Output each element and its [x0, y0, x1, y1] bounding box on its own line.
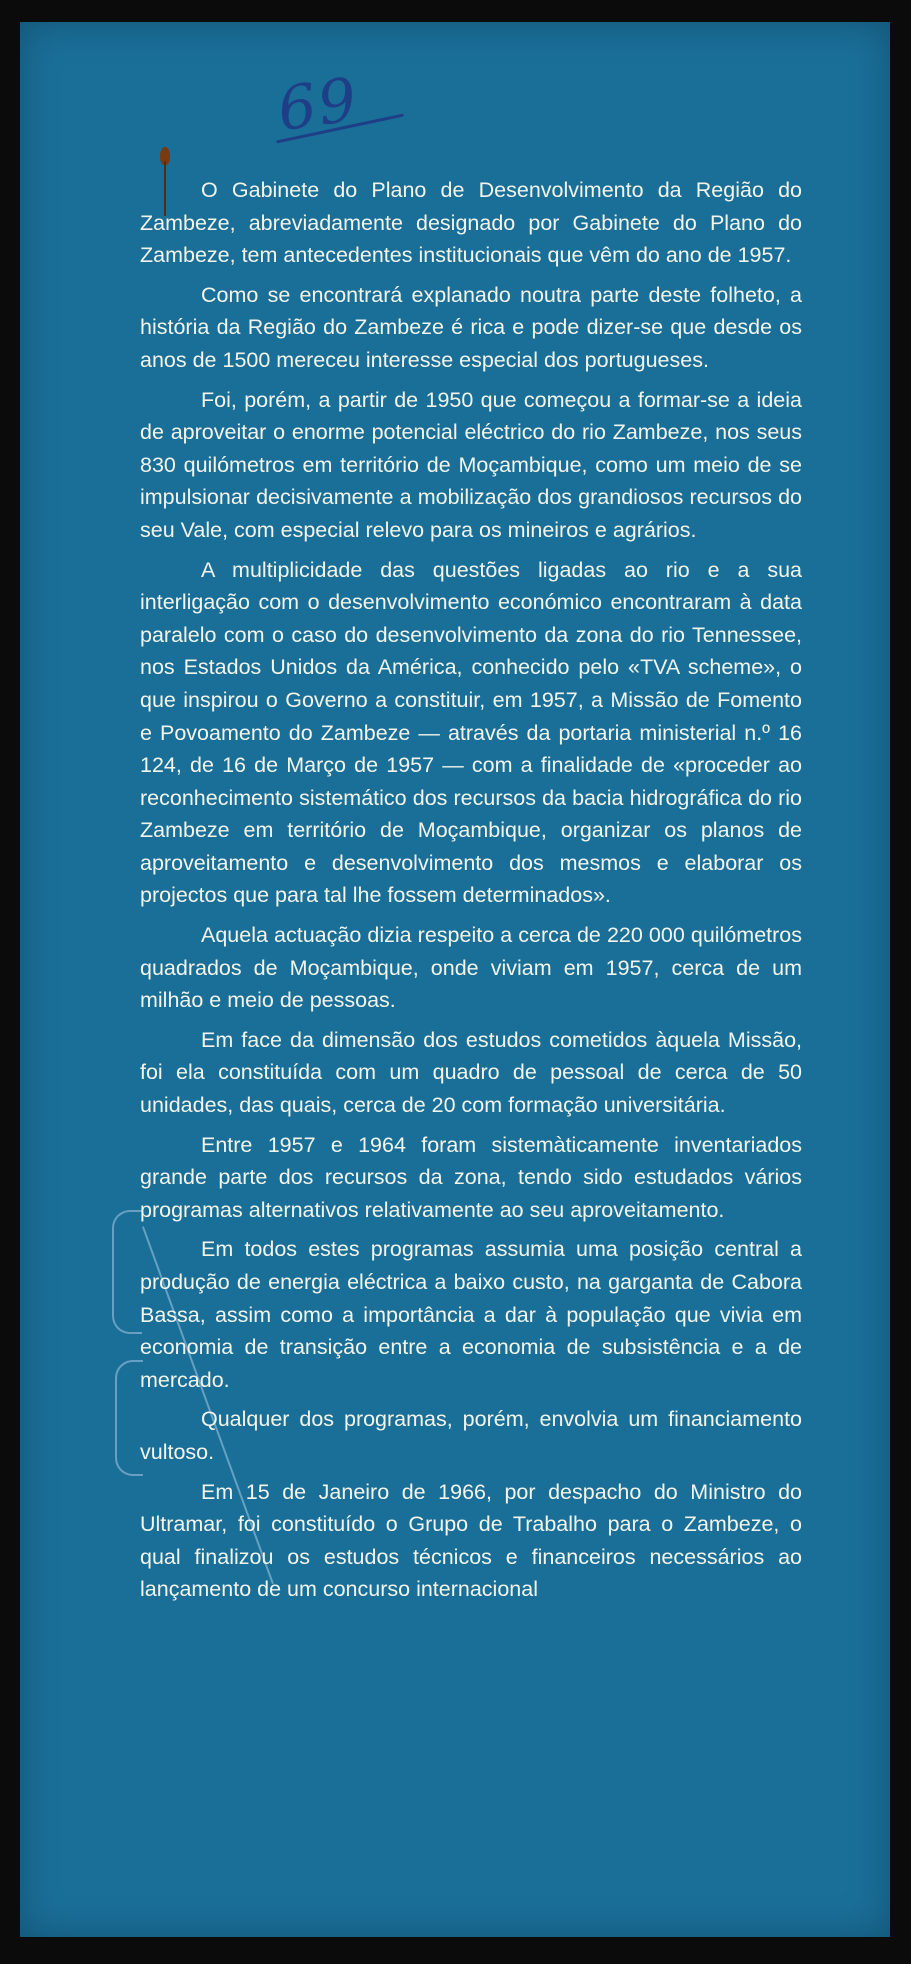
paragraph: Em face da dimensão dos estudos cometidos àquela Missão, foi ela constituída com um quadro de pessoal de cerca de 50 unidades, das quais, cerca de 20 com formação universitária.	[140, 1027, 802, 1118]
paragraph: O Gabinete do Plano de Desenvolvimento da Região do Zambeze, abreviadamente designado por Gabinete do Plano do Zambeze, tem antecedentes institucionais que vêm do ano de 1957.	[140, 178, 802, 268]
paragraph: Foi, porém, a partir de 1950 que começou a formar-se a ideia de aproveitar o enorme potencial eléctrico do rio Zambeze, nos seus 830 quilómetros em território de Moçambique, como um meio de se impulsionar decisivamente a mobilização dos grandiosos recursos do seu Vale, com especial relevo para os mineiros e agrários.	[140, 387, 802, 542]
paragraph: Como se encontrará explanado noutra parte deste folheto, a história da Região do Zambeze é rica e pode dizer-se que desde os anos de 1500 mereceu interesse especial dos portugueses.	[140, 282, 802, 372]
paragraph: Em todos estes programas assumia uma posição central a produção de energia eléctrica a baixo custo, na garganta de Cabora Bassa, assim como a importância a dar à população que vivia em economia de transição entre a economia de subsistência e a de mercado.	[140, 1237, 802, 1392]
paragraph: A multiplicidade das questões ligadas ao rio e a sua interligação com o desenvolvimento económico encontraram à data paralelo com o caso do desenvolvimento da zona do rio Tennessee, nos Estados Unidos da América, conhecido pelo «TVA scheme», o que inspirou o Governo a constituir, em 1957, a Missão de Fomento e Povoamento do Zambeze — através da portaria ministerial n.º 16 124, de 16 de Março de 1957 — com a finalidade de «proceder ao reconhecimento sistemático dos recursos da bacia hidrográfica do rio Zambeze em território de Moçambique, organizar os planos de aproveitamento e desenvolvimento dos mesmos e elaborar os projectos que para tal lhe fossem determinados».	[140, 557, 802, 908]
handwritten-page-number: 69	[273, 64, 363, 146]
paragraph: Em 15 de Janeiro de 1966, por despacho do Ministro do Ultramar, foi constituído o Grupo de Trabalho para o Zambeze, o qual finalizou os estudos técnicos e financeiros necessários ao lançamento de um concurso internacional	[140, 1479, 802, 1602]
pencil-bracket-mark	[115, 1360, 143, 1476]
document-text	[140, 174, 802, 1613]
paragraph: Entre 1957 e 1964 foram sistemàticamente inventariados grande parte dos recursos da zona, tendo sido estudados vários programas alternativos relativamente ao seu aproveitamento.	[140, 1132, 802, 1222]
document-sheet	[20, 22, 890, 1937]
paragraph: Aquela actuação dizia respeito a cerca de 220 000 quilómetros quadrados de Moçambique, onde viviam em 1957, cerca de um milhão e meio de pessoas.	[140, 923, 802, 1013]
pencil-bracket-mark	[112, 1210, 142, 1334]
paragraph: Qualquer dos programas, porém, envolvia um financiamento vultoso.	[140, 1407, 802, 1464]
